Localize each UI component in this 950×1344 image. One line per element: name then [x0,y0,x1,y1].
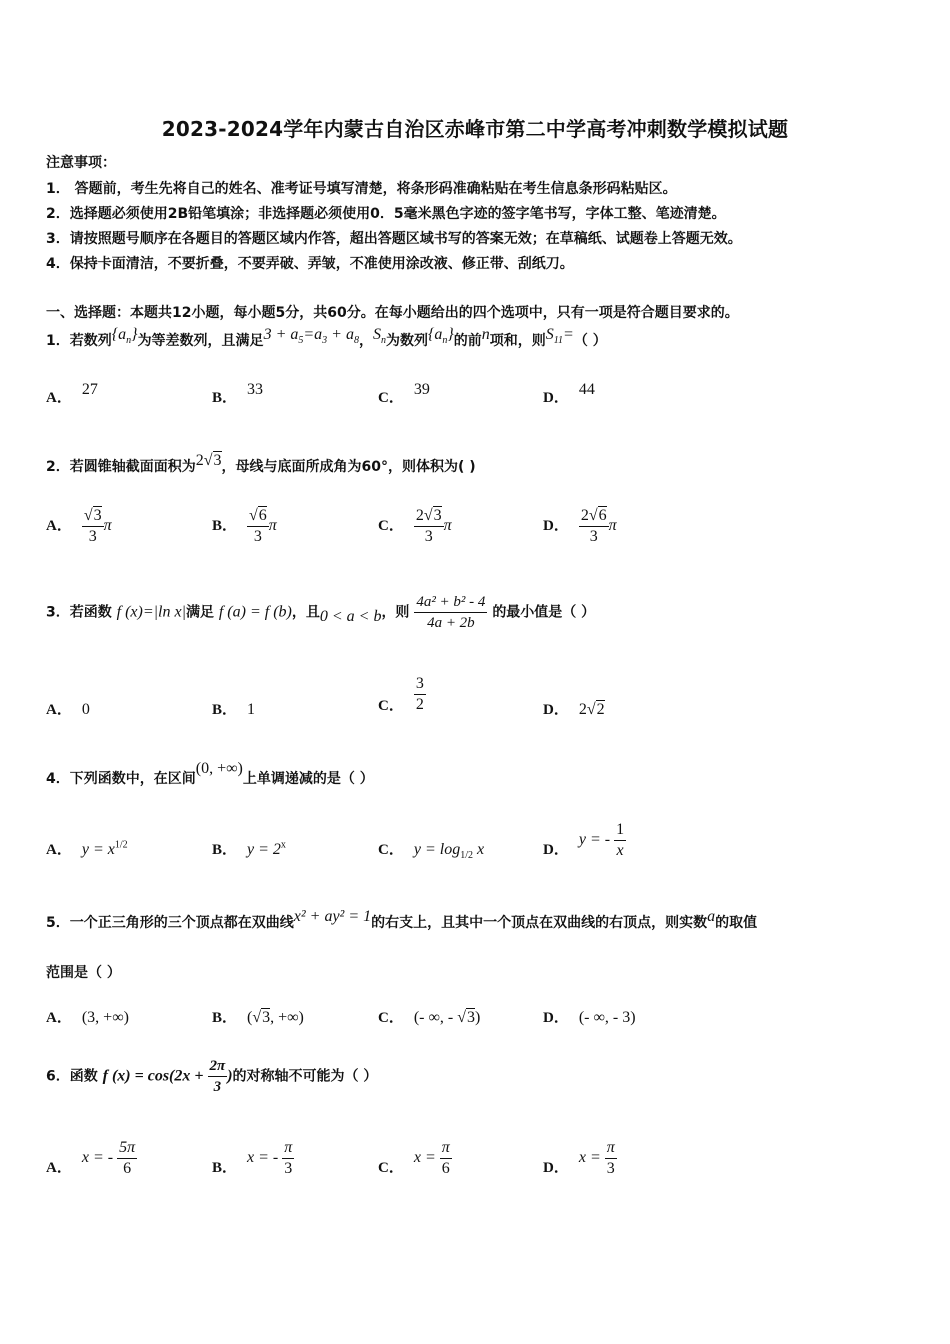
question-6: 6．函数 f (x) = cos(2x + $\frac{2\pi}{3}$ )的对称轴不可能为（ ） [46,1058,378,1095]
question-2: 2．若圆锥轴截面面积为2√3，母线与底面所成角为60°，则体积为( ) [46,452,476,475]
notice-item-4: 4．保持卡面清洁，不要折叠，不要弄破、弄皱，不准使用涂改液、修正带、刮纸刀。 [46,256,574,272]
q4-option-b[interactable]: B． $y = 2^x$ [212,839,286,858]
q2-option-d[interactable]: D． $\frac{2√6}{3}$ π [543,507,617,545]
q1-option-d[interactable]: D． 44 [543,381,595,406]
q3-option-a[interactable]: A． 0 [46,701,90,718]
page-title: 2023-2024学年内蒙古自治区赤峰市第二中学高考冲刺数学模拟试题 [161,117,789,141]
question-4: 4．下列函数中，在区间(0, +∞)上单调递减的是（ ） [46,760,374,787]
q1-option-a[interactable]: A． 27 [46,381,98,406]
q1-condition: $3 + a_5=a_3 + a_8$ [263,326,359,347]
q1-sequence: $\{a_n\}$ [111,326,138,347]
q4-option-a[interactable]: A． $y = x^{1/2}$ [46,839,128,858]
q3-option-c[interactable]: C． $\frac{3}{2}$ [378,675,424,715]
q6-option-b[interactable]: B．x = - $\frac{\pi}{3}$ [212,1139,293,1177]
q1-text: 1．若数列 [46,333,112,349]
notice-item-3: 3．请按照题号顺序在各题目的答题区域内作答，超出答题区域书写的答案无效；在草稿纸、试题卷上答题无效。 [46,231,742,247]
q2-option-b[interactable]: B． $\frac{√6}{3}$ π [212,507,277,545]
q1-option-c[interactable]: C． 39 [378,381,430,406]
notice-heading: 注意事项： [46,155,116,171]
notice-item-1: 1． 答题前，考生先将自己的姓名、准考证号填写清楚，将条形码准确粘贴在考生信息条形码粘贴区。 [46,181,677,197]
notice-item-2: 2．选择题必须使用2B铅笔填涂；非选择题必须使用0．5毫米黑色字迹的签字笔书写，字体工整、笔迹清楚。 [46,206,726,222]
q6-option-d[interactable]: D．x = $\frac{\pi}{3}$ [543,1139,615,1177]
q5-option-d[interactable]: D． (- ∞, - 3) [543,1009,636,1026]
question-3: 3．若函数 f (x)=|ln x|满足 f (a) = f (b)，且0 < a < b，则 $\frac{\text{4a² + b² - 4}}{4a + 2b}$ 的最小值是（ ） [46,594,596,631]
q1-sum: $S_n$ [372,326,386,347]
q5-option-c[interactable]: C． (- ∞, - √3) [378,1009,481,1026]
q2-option-c[interactable]: C． $\frac{2√3}{3}$ π [378,507,452,545]
q2-option-a[interactable]: A． $\frac{√3}{3}$ π [46,507,112,545]
q1-text: 为等差数列，且满足 [137,333,264,349]
q6-option-a[interactable]: A．x = - $\frac{5\pi}{6}$ [46,1139,136,1177]
q1-option-b[interactable]: B． 33 [212,381,264,406]
question-5: 5．一个正三角形的三个顶点都在双曲线x² + ay² = 1的右支上，且其中一个顶点在双曲线的右顶点，则实数a的取值 [46,908,758,931]
q4-option-c[interactable]: C． $y = \log_{1/2} x$ [378,841,485,862]
question-1: 1．若数列$\{a_n\}$为等差数列，且满足$3 + a_5=a_3 + a_8$，$S_n$为数列$\{a_n\}$的前n项和，则$S_{11}=$（ ） [46,326,607,349]
q6-option-c[interactable]: C．x = $\frac{\pi}{6}$ [378,1139,450,1177]
q3-option-b[interactable]: B． 1 [212,701,256,718]
section-heading: 一、选择题：本题共12小题，每小题5分，共60分。在每小题给出的四个选项中，只有一项是符合题目要求的。 [46,305,739,321]
q3-option-d[interactable]: D． 2√2 [543,701,605,718]
question-5-cont: 范围是（ ） [46,965,121,981]
q4-option-d[interactable]: D．y = - $\frac{1}{x}$ [543,821,625,859]
q5-option-b[interactable]: B． (√3, +∞) [212,1009,304,1026]
q5-option-a[interactable]: A． (3, +∞) [46,1009,129,1026]
